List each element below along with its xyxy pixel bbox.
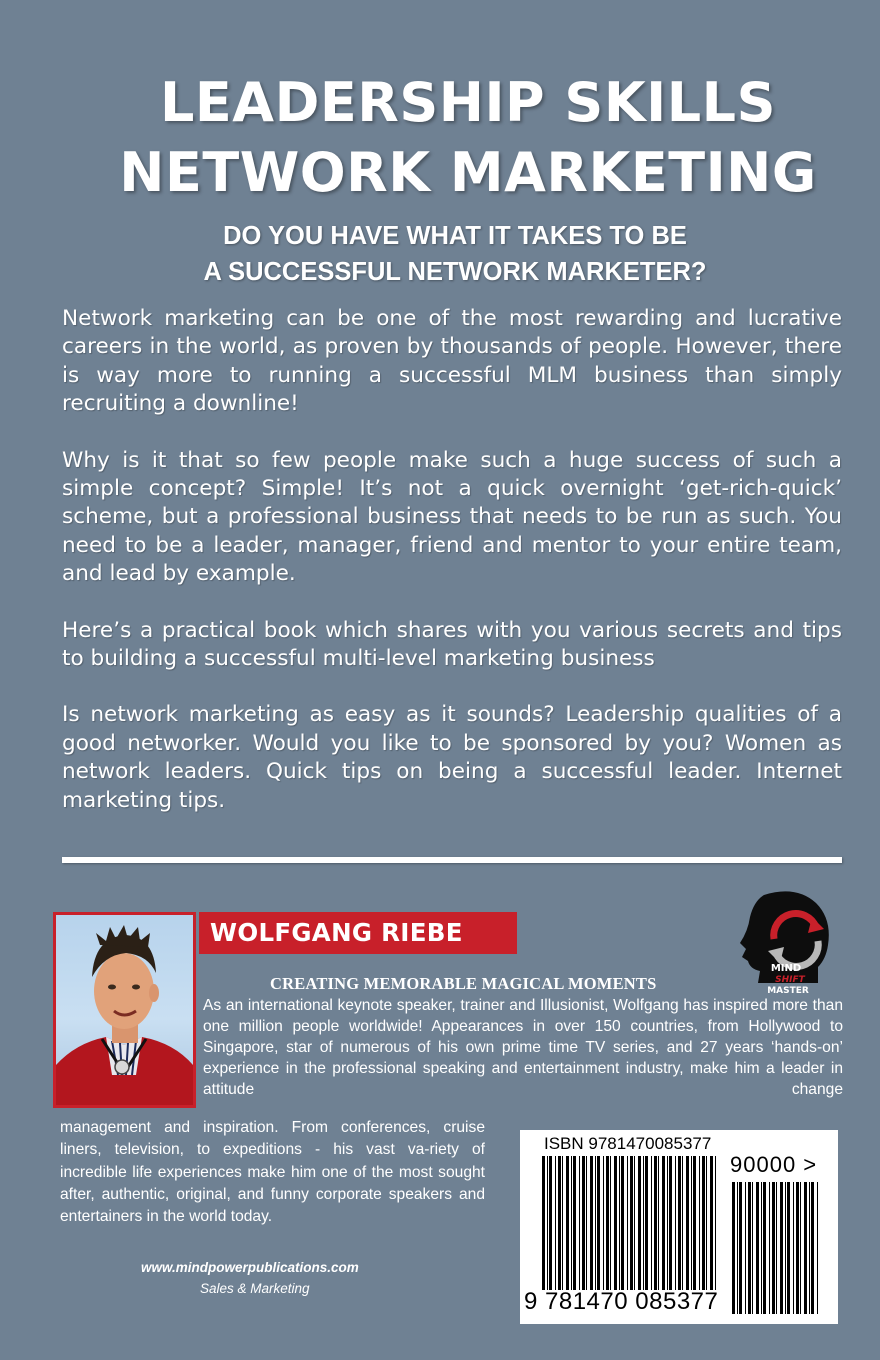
barcode-bar xyxy=(645,1156,648,1290)
barcode-bar xyxy=(555,1156,556,1290)
barcode-bar xyxy=(732,1182,735,1314)
barcode-bar xyxy=(785,1182,786,1314)
barcode-bar xyxy=(817,1182,818,1314)
barcode-bar xyxy=(566,1156,569,1290)
mind-shift-master-logo xyxy=(734,887,834,999)
barcode-bar xyxy=(691,1156,692,1290)
barcode-bar xyxy=(558,1156,561,1290)
barcode-bar xyxy=(610,1156,611,1290)
price-code: 90000 > xyxy=(730,1152,818,1177)
barcode-bar xyxy=(809,1182,810,1314)
barcode-bar xyxy=(772,1182,775,1314)
barcode-bar xyxy=(804,1182,807,1314)
barcode-bar xyxy=(763,1182,766,1314)
author-photo xyxy=(53,912,196,1108)
barcode-bar xyxy=(669,1156,672,1290)
barcode-bar xyxy=(658,1156,659,1290)
blurb-paragraph: Here’s a practical book which shares with you various secrets and tips to building a successful multi-level marketing business xyxy=(62,617,842,672)
barcode-bar xyxy=(573,1156,576,1290)
barcode-bar xyxy=(547,1156,548,1290)
book-title-line-1: LEADERSHIP SKILLS xyxy=(160,71,776,134)
barcode-bar xyxy=(634,1156,635,1290)
book-title-line-2: NETWORK MARKETING xyxy=(119,141,817,204)
barcode-bar xyxy=(675,1156,676,1290)
barcode-bar xyxy=(614,1156,617,1290)
barcode-bar xyxy=(590,1156,593,1290)
isbn-digits: 9 781470 085377 xyxy=(524,1288,719,1315)
logo-text-master: MASTER xyxy=(767,986,809,996)
book-subtitle-line-1: DO YOU HAVE WHAT IT TAKES TO BE xyxy=(223,222,687,250)
isbn-label: ISBN 9781470085377 xyxy=(544,1134,712,1153)
barcode-bar xyxy=(606,1156,609,1290)
author-bio-top: As an international keynote speaker, trainer and Illusionist, Wolfgang has inspired more than one million people worldwide! Appearances in over 150 countries, from Hollywood to Singapore, star of numerous of his own prime time TV series, and 27 years ‘hands-on’ experience in the professional speaking and entertainment industry, make him a leader in attitude change xyxy=(203,997,843,1098)
barcode-bar xyxy=(595,1156,596,1290)
barcode-bar xyxy=(627,1156,628,1290)
barcode-bar xyxy=(739,1182,742,1314)
barcode-bar xyxy=(796,1182,799,1314)
publisher-department: Sales & Marketing xyxy=(200,1281,310,1296)
barcode-bar xyxy=(780,1182,783,1314)
barcode-bar xyxy=(800,1182,801,1314)
barcode-bar xyxy=(761,1182,762,1314)
author-portrait-icon xyxy=(56,915,193,1105)
blurb-paragraph: Network marketing can be one of the most rewarding and lucrative careers in the world, as proven by thousands of people. However, there is way more to running a successful MLM business than simply recruiting a downline! xyxy=(62,306,842,417)
barcode-bar xyxy=(579,1156,580,1290)
barcode-bar xyxy=(597,1156,600,1290)
barcode-bar xyxy=(549,1156,552,1290)
barcode-bar xyxy=(582,1156,585,1290)
barcode-bar xyxy=(737,1182,738,1314)
barcode-bar xyxy=(756,1182,759,1314)
barcode-bar xyxy=(787,1182,790,1314)
barcode-bar xyxy=(662,1156,665,1290)
barcode-bar xyxy=(748,1182,751,1314)
barcode-bar xyxy=(651,1156,652,1290)
barcode-bar xyxy=(710,1156,713,1290)
publisher-website: www.mindpowerpublications.com xyxy=(141,1260,359,1275)
book-subtitle xyxy=(0,218,880,290)
barcode-bar xyxy=(542,1156,545,1290)
barcode-bar xyxy=(621,1156,624,1290)
logo-text-mind: MIND xyxy=(770,963,802,974)
barcode-bar xyxy=(619,1156,620,1290)
author-bio-bottom: management and inspiration. From conferences, cruise liners, television, to expeditions - his vast va-riety of incredible life experiences make him one of the most sought after, authentic, original, and funny corporate speakers and entertainers in the world today. xyxy=(60,1119,485,1226)
barcode-bar xyxy=(752,1182,753,1314)
barcode-bar xyxy=(811,1182,814,1314)
barcode-bar xyxy=(682,1156,683,1290)
isbn-barcode xyxy=(520,1130,838,1324)
barcode-bar xyxy=(586,1156,587,1290)
barcode-bar xyxy=(603,1156,604,1290)
barcode-bar xyxy=(706,1156,707,1290)
barcode-bar xyxy=(686,1156,689,1290)
barcode-bar xyxy=(702,1156,705,1290)
book-title xyxy=(0,68,880,208)
author-name-banner: WOLFGANG RIEBE xyxy=(199,912,517,954)
blurb xyxy=(62,305,842,843)
barcode-bar xyxy=(699,1156,700,1290)
barcode-bar xyxy=(630,1156,633,1290)
barcode-bar xyxy=(638,1156,641,1290)
barcode-bar xyxy=(776,1182,777,1314)
barcode-bar xyxy=(678,1156,681,1290)
logo-text-shift: SHIFT xyxy=(775,975,805,985)
barcode-bar xyxy=(643,1156,644,1290)
head-profile-icon xyxy=(734,887,834,999)
book-subtitle-line-2: A SUCCESSFUL NETWORK MARKETER? xyxy=(203,258,707,286)
barcode-bar xyxy=(562,1156,563,1290)
author-tagline: CREATING MEMORABLE MAGICAL MOMENTS xyxy=(270,974,657,993)
blurb-paragraph: Why is it that so few people make such a huge success of such a simple concept? Simple! It’s not a quick overnight ‘get-rich-quick’ scheme, but a professional business that needs to be run as such. You need to be a leader, manager, friend and mentor to your entire team, and lead by example. xyxy=(62,447,842,587)
barcode-bar xyxy=(654,1156,657,1290)
barcode-bar xyxy=(667,1156,668,1290)
barcode-bar xyxy=(769,1182,770,1314)
barcode-bar xyxy=(693,1156,696,1290)
barcode-bar xyxy=(571,1156,572,1290)
section-divider xyxy=(62,857,842,863)
barcode-bar xyxy=(793,1182,794,1314)
barcode-bar xyxy=(715,1156,716,1290)
barcode-bar xyxy=(745,1182,746,1314)
blurb-paragraph: Is network marketing as easy as it sounds? Leadership qualities of a good networker. Would you like to be sponsored by you? Women as network leaders. Quick tips on being a successful leader. Internet marketing tips. xyxy=(62,702,842,813)
